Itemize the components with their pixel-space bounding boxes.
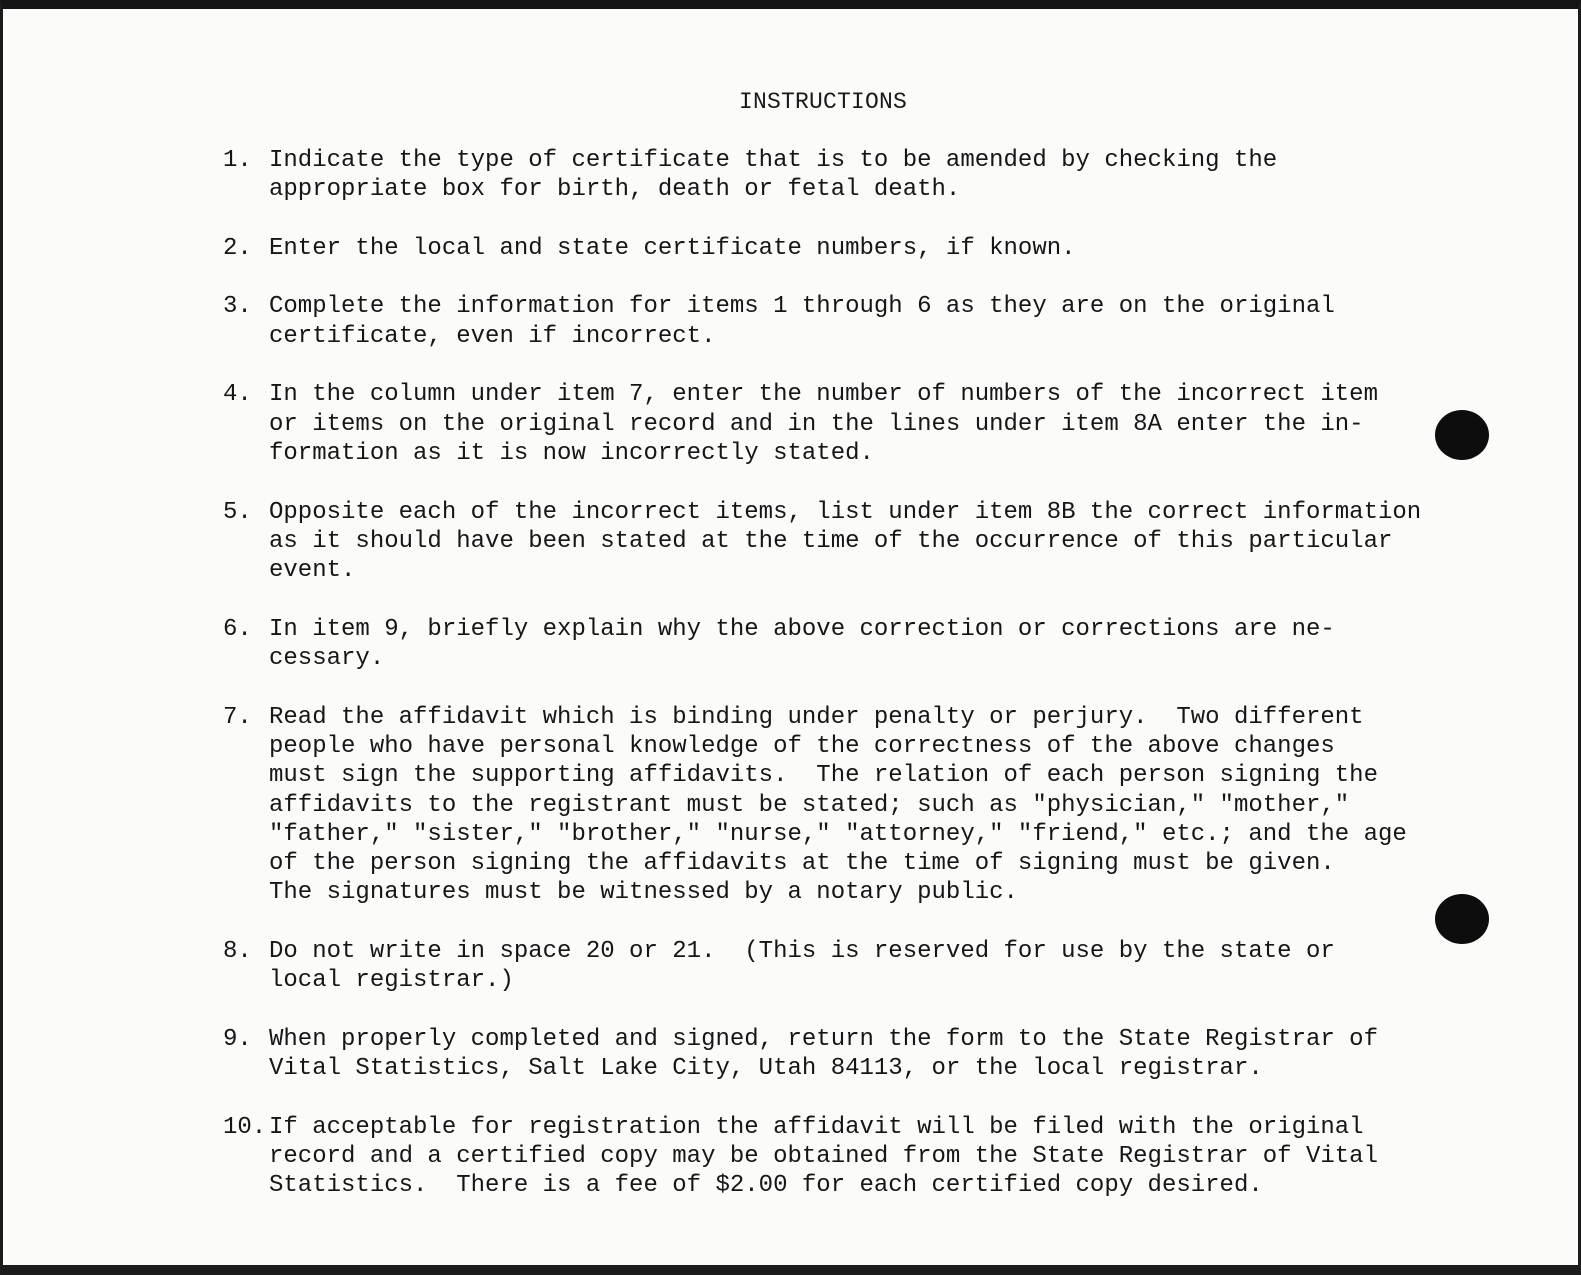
instruction-number: 3. bbox=[223, 293, 252, 321]
instruction-line: Vital Statistics, Salt Lake City, Utah 84113, or the local registrar. bbox=[269, 1055, 1263, 1083]
instruction-text bbox=[269, 703, 1463, 908]
instruction-line: people who have personal knowledge of the correctness of the above changes bbox=[269, 732, 1335, 760]
instruction-line: affidavits to the registrant must be stated; such as "physician," "mother," bbox=[269, 791, 1350, 819]
instruction-line: In item 9, briefly explain why the above correction or corrections are ne- bbox=[269, 615, 1335, 643]
instruction-line: Indicate the type of certificate that is to be amended by checking the bbox=[269, 147, 1278, 174]
instruction-line: cessary. bbox=[269, 645, 385, 673]
punch-hole-icon bbox=[1435, 894, 1489, 944]
instruction-text bbox=[269, 146, 1463, 205]
instruction-text bbox=[269, 1025, 1463, 1084]
instruction-line: or items on the original record and in the lines under item 8A enter the in- bbox=[269, 410, 1364, 438]
instruction-line: Enter the local and state certificate numbers, if known. bbox=[269, 234, 1076, 262]
instruction-item bbox=[223, 1113, 1463, 1201]
instruction-line: When properly completed and signed, return the form to the State Registrar of bbox=[269, 1025, 1378, 1053]
instruction-line: formation as it is now incorrectly stated. bbox=[269, 439, 874, 467]
instruction-number: 4. bbox=[223, 381, 252, 409]
instruction-line: Opposite each of the incorrect items, list under item 8B the correct information bbox=[269, 498, 1422, 526]
instruction-item bbox=[223, 937, 1463, 996]
instruction-item bbox=[223, 498, 1463, 586]
instruction-line: "father," "sister," "brother," "nurse," "attorney," "friend," etc.; and the age bbox=[269, 820, 1407, 848]
instruction-line: certificate, even if incorrect. bbox=[269, 322, 716, 350]
punch-hole-icon bbox=[1435, 410, 1489, 460]
instruction-line: as it should have been stated at the time of the occurrence of this particular bbox=[269, 527, 1393, 555]
instruction-item bbox=[223, 292, 1463, 351]
instruction-text bbox=[269, 498, 1463, 586]
instruction-item bbox=[223, 1025, 1463, 1084]
instruction-item bbox=[223, 234, 1463, 263]
instruction-list bbox=[223, 146, 1463, 1230]
instruction-number: 10. bbox=[223, 1113, 267, 1141]
instruction-text bbox=[269, 615, 1463, 674]
instruction-line: In the column under item 7, enter the number of numbers of the incorrect item bbox=[269, 381, 1378, 409]
instruction-item bbox=[223, 703, 1463, 908]
instruction-text bbox=[269, 380, 1463, 468]
instruction-number: 5. bbox=[223, 498, 252, 526]
instruction-number: 8. bbox=[223, 938, 252, 966]
instruction-item bbox=[223, 146, 1463, 205]
instruction-line: The signatures must be witnessed by a notary public. bbox=[269, 879, 1018, 907]
instruction-item bbox=[223, 615, 1463, 674]
instruction-item bbox=[223, 380, 1463, 468]
page-title: INSTRUCTIONS bbox=[738, 89, 908, 115]
instruction-line: appropriate box for birth, death or fetal death. bbox=[269, 176, 961, 204]
instruction-line: Do not write in space 20 or 21. (This is reserved for use by the state or bbox=[269, 938, 1335, 966]
instruction-line: Complete the information for items 1 through 6 as they are on the original bbox=[269, 293, 1335, 321]
instruction-text bbox=[269, 292, 1463, 351]
instruction-number: 6. bbox=[223, 615, 252, 643]
instruction-line: Read the affidavit which is binding under penalty or perjury. Two different bbox=[269, 703, 1364, 731]
instruction-text bbox=[269, 1113, 1463, 1201]
instruction-text bbox=[269, 937, 1463, 996]
instruction-number: 9. bbox=[223, 1025, 252, 1053]
instruction-number: 7. bbox=[223, 703, 252, 731]
instruction-line: Statistics. There is a fee of $2.00 for each certified copy desired. bbox=[269, 1172, 1263, 1200]
instruction-text bbox=[269, 234, 1463, 263]
instruction-line: If acceptable for registration the affidavit will be filed with the original bbox=[269, 1113, 1364, 1141]
instruction-line: event. bbox=[269, 557, 356, 585]
instruction-number: 1. bbox=[223, 147, 252, 174]
instruction-line: must sign the supporting affidavits. The relation of each person signing the bbox=[269, 762, 1378, 790]
instruction-number: 2. bbox=[223, 234, 252, 262]
instruction-line: of the person signing the affidavits at the time of signing must be given. bbox=[269, 850, 1335, 878]
instruction-line: local registrar.) bbox=[269, 967, 514, 995]
instruction-line: record and a certified copy may be obtained from the State Registrar of Vital bbox=[269, 1143, 1378, 1171]
